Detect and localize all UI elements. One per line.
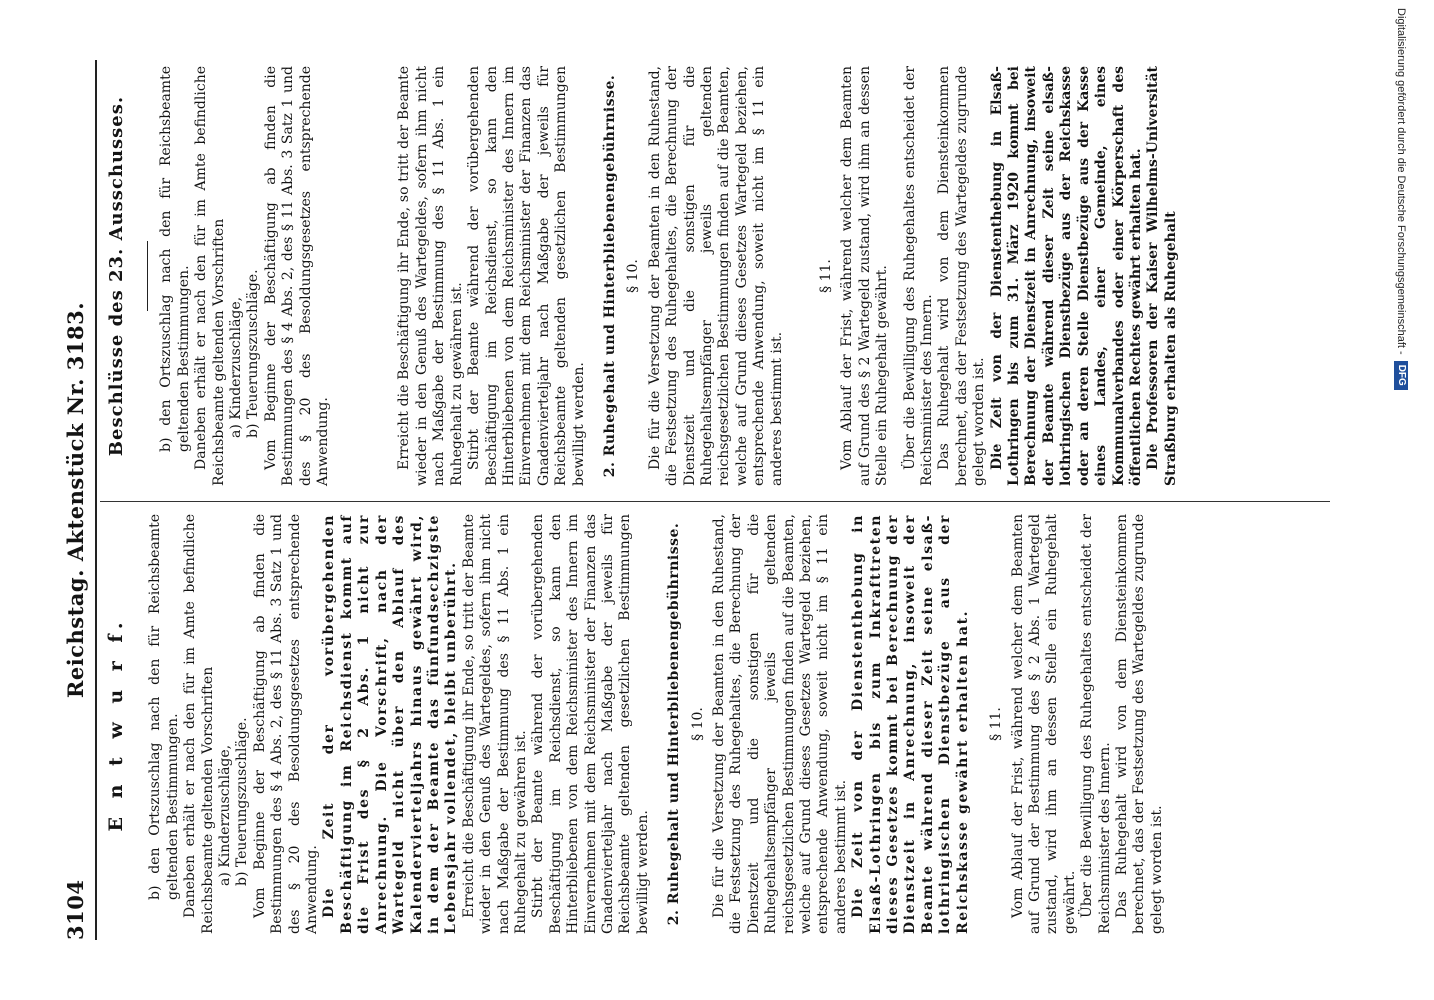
digitization-text: Digitalisierung gefördert durch die Deutsche Forschungsgemeinschaft - [1395, 8, 1407, 355]
text-paragraph-11: Vom Ablauf der Frist, während welcher dem Beamten auf Grund der Bestimmung des § 2 Abs. 1 Wartegeld zustand, wird ihm an dessen Stelle ein Ruhegehalt gewährt. [1009, 514, 1078, 934]
header-rule [95, 60, 97, 940]
text-a-kinderzuschlaege: a) Kinderzuschläge, [217, 744, 234, 886]
column-entwurf [105, 514, 1166, 934]
section-heading-ruhegehalt: 2. Ruhegehalt und Hinterbliebenengebührnisse. [601, 74, 618, 478]
text-erreicht: Erreicht die Beschäftigung ihr Ende, so tritt der Beamte wieder in den Genuß des Wartegeldes, sofern ihm nicht nach Maßgabe der Bestimmung des § 11 Abs. 1 ein Ruhegehalt zu gewähren ist. [396, 66, 465, 486]
text-berechnet: Das Ruhegehalt wird von dem Diensteinkommen berechnet, das der Festsetzung des Wartegeldes zugrunde gelegt worden ist. [1113, 514, 1165, 934]
text-erreicht: Erreicht die Beschäftigung ihr Ende, so tritt der Beamte wieder in den Genuß des Wartegeldes, sofern ihm nicht nach Maßgabe der Bestimmung des § 11 Abs. 1 ein Ruhegehalt zu gewähren ist. [460, 514, 529, 934]
section-heading-ruhegehalt: 2. Ruhegehalt und Hinterbliebenengebührnisse. [666, 522, 683, 926]
text-paragraph-10-bold: Die Zeit von der Dienstenthebung in Elsaß-Lothringen bis zum Inkrafttreten dieses Gesetzes kommt bei Berechnung der Dienstzeit in Anrechnung, insoweit der Beamte während dieser Zeit seine elsaß-lothringischen Dienstbezüge aus der Reichskasse gewährt erhalten hat. [850, 514, 971, 934]
text-stirbt: Stirbt der Beamte während der vorübergehenden Beschäftigung im Reichsdienst, so kann den Hinterbliebenen von dem Reichsminister des Innern im Einvernehmen mit dem Reichsminister der Finanzen das Gnadenvierteljahr nach Maßgabe der jeweils für Reichsbeamte geltenden gesetzlichen Bestimmungen bewilligt werden. [530, 514, 651, 934]
text-vom-beginne: Vom Beginne der Beschäftigung ab finden die Bestimmungen des § 4 Abs. 2, des § 11 Abs. 3 Satz 1 und des § 20 des Besoldungsgesetzes entsprechende Anwendung. [262, 66, 332, 486]
text-zeit-bold: Die Zeit der vorübergehenden Beschäftigung im Reichsdienst kommt auf die Frist des § 2 Abs. 1 nicht zur Anrechnung. Die Vorschrift, nach der Wartegeld nicht über den Ablauf des Kalendervierteljahrs hinaus gewährt wird, in dem der Beamte das fünfundsechzigste Lebensjahr vollendet, bleibt unberührt. [321, 514, 460, 934]
text-paragraph-10: Die für die Versetzung der Beamten in den Ruhestand, die Festsetzung des Ruhegehaltes, die Berechnung der Dienstzeit und die sonstigen für die Ruhegehaltsempfänger jeweils geltenden reichsgesetzlichen Bestimmungen finden auf die Beamten, welche auf Grund dieses Gesetzes Wartegeld beziehen, entsprechende Anwendung, soweit nicht im § 11 ein anderes bestimmt ist. [646, 66, 785, 486]
title-rule [147, 241, 148, 311]
text-vom-beginne: Vom Beginne der Beschäftigung ab finden die Bestimmungen des § 4 Abs. 2, des § 11 Abs. 3 Satz 1 und des § 20 des Besoldungsgesetzes entsprechende Anwendung. [251, 514, 321, 934]
text-b-ortszuschlag: b) den Ortszuschlag nach den für Reichsbeamte geltenden Bestimmungen. [147, 514, 181, 900]
text-ueber-bewilligung: Über die Bewilligung des Ruhegehaltes entscheidet der Reichsminister des Innern. [1079, 514, 1113, 934]
text-paragraph-11: Vom Ablauf der Frist, während welcher dem Beamten auf Grund des § 2 Wartegeld zustand, wird ihm an dessen Stelle ein Ruhegehalt gewährt. [839, 66, 891, 486]
digitization-note [1384, 8, 1418, 992]
paragraph-10-heading: § 10. [625, 259, 642, 293]
column-title-entwurf: E n t w u r f. [105, 616, 127, 832]
text-b-teuerungszuschlaege: b) Teuerungszuschläge. [234, 717, 251, 886]
text-paragraph-10: Die für die Versetzung der Beamten in den Ruhestand, die Festsetzung des Ruhegehaltes, die Berechnung der Dienstzeit und die sonstigen für die Ruhegehaltsempfänger jeweils geltenden reichsgesetzlichen Bestimmungen finden auf die Beamten, welche auf Grund dieses Gesetzes Wartegeld beziehen, entsprechende Anwendung, soweit nicht im § 11 ein anderes bestimmt ist. [711, 514, 849, 934]
column-divider [100, 501, 1330, 502]
paragraph-11-heading: § 11. [818, 259, 834, 293]
text-ueber-bewilligung: Über die Bewilligung des Ruhegehaltes entscheidet der Reichsminister des Innern. [901, 66, 936, 486]
text-berechnet: Das Ruhegehalt wird von dem Diensteinkommen berechnet, das der Festsetzung des Wartegeldes zugrunde gelegt worden ist. [936, 66, 988, 486]
column-beschluesse [108, 66, 1180, 486]
text-a-kinderzuschlaege: a) Kinderzuschläge, [228, 296, 245, 438]
text-professoren-bold: Die Professoren der Kaiser Wilhelms-Universität Straßburg erhalten als Ruhegehalt [1145, 66, 1179, 486]
text-daneben: Daneben erhält er nach den für im Amte befindliche Reichsbeamte geltenden Vorschriften [182, 514, 216, 934]
text-zeit-bold: Die Zeit von der Dienstenthebung in Elsaß-Lothringen bis zum 31. März 1920 kommt bei Berechnung der Dienstzeit in Anrechnung, insoweit der Beamte während dieser Zeit seine elsaß-lothringischen Dienstbezüge aus der Reichskasse oder an deren Stelle Dienstbezüge aus der Kasse eines Landes, einer Gemeinde, eines Kommunalverbandes oder einer Körperschaft des öffentlichen Rechtes gewährt erhalten hat. [988, 66, 1144, 486]
dfg-logo: DFG [1394, 361, 1408, 390]
text-daneben: Daneben erhält er nach den für im Amte befindliche Reichsbeamte geltenden Vorschriften [193, 66, 227, 486]
text-stirbt: Stirbt der Beamte während der vorübergehenden Beschäftigung im Reichsdienst, so kann den Hinterbliebenen von dem Reichsminister des Innern im Einvernehmen mit dem Reichsminister der Finanzen das Gnadenvierteljahr nach Maßgabe der jeweils für Reichsbeamte geltenden gesetzlichen Bestimmungen bewilligt werden. [466, 66, 587, 486]
column-title-beschluesse: Beschlüsse des 23. Ausschusses. [106, 95, 127, 457]
text-b-ortszuschlag: b) den Ortszuschlag nach den für Reichsbeamte geltenden Bestimmungen. [158, 66, 192, 452]
page-number: 3104 [63, 879, 88, 940]
paragraph-11-heading: § 11. [988, 707, 1005, 741]
page-header [55, 60, 95, 940]
text-b-teuerungszuschlaege: b) Teuerungszuschläge. [245, 269, 262, 438]
paragraph-10-heading: § 10. [689, 707, 706, 741]
header-title: Reichstag. Aktenstück Nr. 3183. [63, 301, 88, 699]
